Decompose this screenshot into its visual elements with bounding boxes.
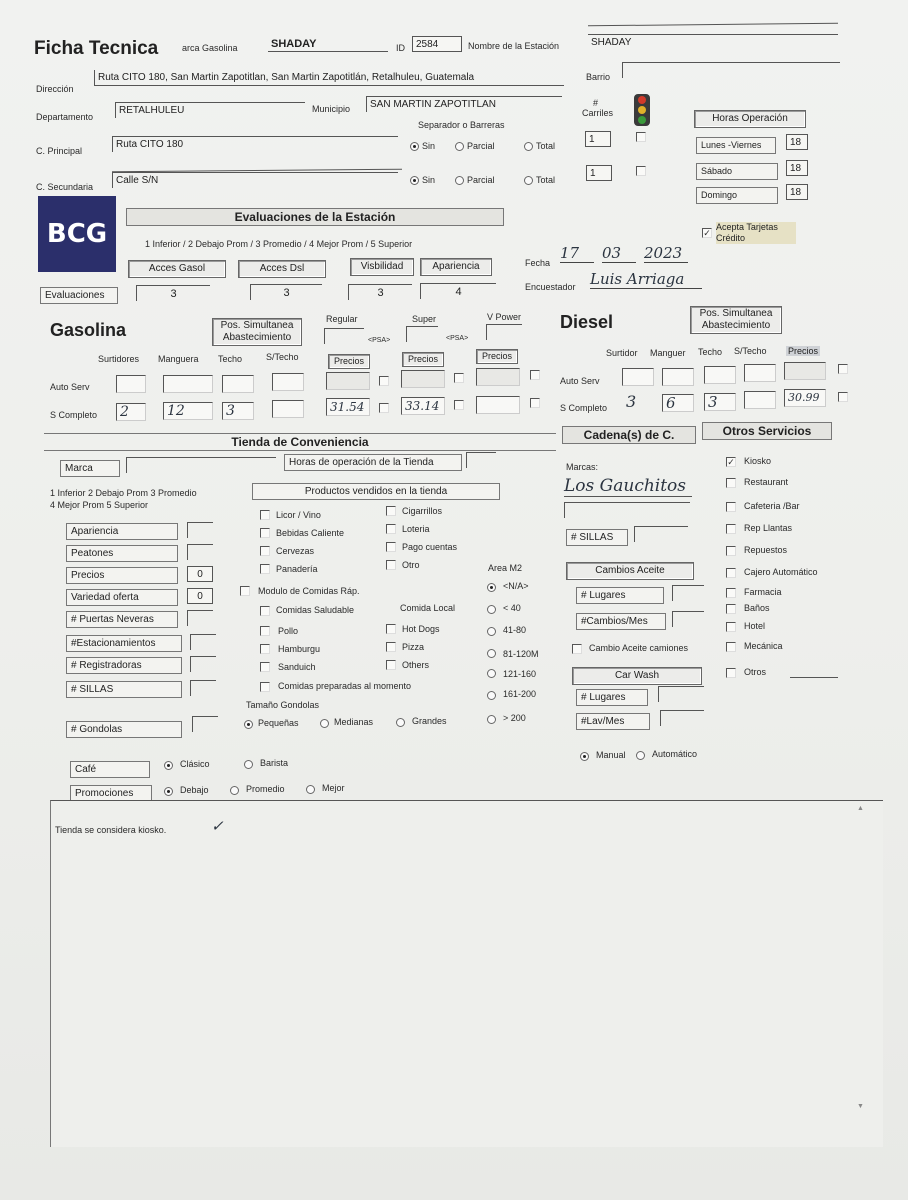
super-psa-field[interactable] (406, 326, 438, 342)
lugares2-field[interactable] (658, 686, 704, 702)
notes-text: Tienda se considera kiosko. (55, 825, 167, 835)
acces-dsl-button[interactable]: Acces Dsl (238, 260, 326, 278)
promo-debajo-radio[interactable] (164, 787, 173, 796)
total-label: Total (536, 175, 556, 185)
pizza-checkbox[interactable] (386, 642, 396, 652)
restaurant-checkbox[interactable] (726, 478, 736, 488)
rating-peatones-label: Peatones (66, 545, 178, 562)
rating-puertas-label: # Puertas Neveras (66, 611, 178, 628)
tienda-title: Tienda de Conveniencia (44, 433, 556, 451)
rating-precios-field[interactable]: 0 (187, 566, 213, 582)
cafeteria-label: Cafeteria /Bar (744, 501, 800, 511)
wash-manual-label: Manual (596, 750, 626, 760)
carriles-label: Carriles (582, 108, 614, 118)
farmacia-checkbox[interactable] (726, 588, 736, 598)
lunes-label: Lunes -Viernes (696, 137, 776, 154)
gas-sc-regular-price[interactable]: 31.54 (326, 398, 370, 416)
wash-automatico-radio[interactable] (636, 751, 645, 760)
cigarrillos-label: Cigarrillos (402, 506, 443, 516)
restaurant-label: Restaurant (744, 477, 789, 487)
farmacia-label: Farmacia (744, 587, 782, 597)
cigarrillos-checkbox[interactable] (386, 506, 396, 516)
col-manguera: Manguera (158, 354, 199, 364)
hotel-checkbox[interactable] (726, 622, 736, 632)
barrio-field[interactable] (622, 62, 840, 78)
station-name-label: Nombre de la Estación (468, 41, 560, 51)
evaluaciones-label: Evaluaciones (40, 287, 118, 304)
gondolas-grandes-radio[interactable] (396, 718, 405, 727)
marcas-label: Marcas: (566, 462, 599, 472)
hamburguesa-checkbox[interactable] (260, 644, 270, 654)
col-manguer: Manguer (650, 348, 686, 358)
rating-peatones-field[interactable] (187, 544, 213, 560)
otro-checkbox[interactable] (386, 560, 396, 570)
evaluaciones-scale: 1 Inferior / 2 Debajo Prom / 3 Promedio / 4 Mejor Prom / 5 Superior (145, 239, 413, 249)
parcial-label: Parcial (467, 141, 495, 151)
gas-as-regular-checkbox[interactable] (379, 376, 389, 386)
hotel-label: Hotel (744, 621, 766, 631)
notes-scrollbar[interactable] (857, 805, 867, 1135)
sillas-label: # SILLAS (566, 529, 628, 546)
domingo-label: Domingo (696, 187, 778, 204)
diesel-sc-techo[interactable]: 3 (704, 393, 736, 411)
municipio-label: Municipio (312, 104, 351, 114)
productos-label: Productos vendidos en la tienda (252, 483, 500, 500)
rating-puertas-field[interactable] (187, 610, 213, 626)
tarjetas-label: Acepta Tarjetas Crédito (716, 222, 796, 244)
fecha-month[interactable]: 03 (602, 244, 636, 263)
gas-sc-vpower-price[interactable] (476, 396, 520, 414)
comidas-preparadas-label: Comidas preparadas al momento (278, 681, 412, 691)
area-41-80-radio[interactable] (487, 627, 496, 636)
panaderia-label: Panadería (276, 564, 318, 574)
station-name-field[interactable]: SHADAY (588, 34, 838, 50)
gas-sc-regular-checkbox[interactable] (379, 403, 389, 413)
mecanica-checkbox[interactable] (726, 642, 736, 652)
tienda-horas-field[interactable] (466, 452, 496, 468)
gas-as-vpower-checkbox[interactable] (530, 370, 540, 380)
regular-precios-button[interactable]: Precios (328, 354, 370, 369)
visbilidad-field[interactable]: 3 (348, 284, 412, 300)
tarjetas-checkbox[interactable]: ✓ (703, 228, 711, 238)
loteria-label: Loteria (402, 524, 430, 534)
rating-gondolas-label: # Gondolas (66, 721, 182, 738)
hot-dogs-checkbox[interactable] (386, 624, 396, 634)
gas-sc-techo[interactable]: 3 (222, 402, 254, 420)
repuestos-label: Repuestos (744, 545, 788, 555)
otros-checkbox[interactable] (726, 668, 736, 678)
separador-2-parcial-radio[interactable] (455, 176, 464, 185)
c-secundaria-field[interactable]: Calle S/N (112, 172, 398, 188)
wash-automatico-label: Automático (652, 749, 698, 759)
sin-label: Sin (422, 175, 436, 185)
cafe-clasico-radio[interactable] (164, 761, 173, 770)
repuestos-checkbox[interactable] (726, 546, 736, 556)
col-s-techo: S/Techo (734, 346, 767, 356)
vpower-psa-field[interactable] (486, 324, 522, 340)
domingo-field[interactable]: 18 (786, 184, 808, 200)
loteria-checkbox[interactable] (386, 524, 396, 534)
gas-as-super-price[interactable] (401, 370, 445, 388)
marcas-field[interactable]: Los Gauchitos (564, 476, 692, 497)
gondolas-medianas-label: Medianas (334, 717, 374, 727)
departamento-label: Departamento (36, 112, 94, 122)
gas-sc-super-price[interactable]: 33.14 (401, 397, 445, 415)
hamburguesa-label: Hamburgu (278, 644, 321, 654)
promo-mejor-radio[interactable] (306, 785, 315, 794)
diesel-as-price[interactable] (784, 362, 826, 380)
direccion-label: Dirección (36, 84, 74, 94)
area-200-radio[interactable] (487, 715, 496, 724)
gas-pos-simultanea-button[interactable]: Pos. Simultanea Abastecimiento (212, 318, 302, 346)
sabado-field[interactable]: 18 (786, 160, 808, 176)
gas-s-completo-label: S Completo (50, 410, 98, 420)
area-161-200-radio[interactable] (487, 691, 496, 700)
cafe-clasico-label: Clásico (180, 759, 210, 769)
diesel-as-techo[interactable] (704, 366, 736, 384)
gas-as-vpower-price[interactable] (476, 368, 520, 386)
diesel-sc-s-techo[interactable] (744, 391, 776, 409)
otros-servicios-title: Otros Servicios (702, 422, 832, 440)
area-na-radio[interactable] (487, 583, 496, 592)
scroll-up-icon[interactable]: ▲ (857, 805, 864, 812)
promociones-label: Promociones (70, 785, 152, 802)
comida-local-label: Comida Local (400, 603, 456, 613)
id-label: ID (396, 43, 405, 53)
col-techo: Techo (218, 354, 243, 364)
gas-as-s-techo[interactable] (272, 373, 304, 391)
rating-sillas-label: # SILLAS (66, 681, 182, 698)
modulo-comidas-checkbox[interactable] (240, 586, 250, 596)
rating-apariencia-label: Apariencia (66, 523, 178, 540)
cambios-mes-label: #Cambios/Mes (576, 613, 666, 630)
bebidas-checkbox[interactable] (260, 528, 270, 538)
separador-1-total-radio[interactable] (524, 142, 533, 151)
comidas-saludable-label: Comidas Saludable (276, 605, 355, 615)
col-surtidor: Surtidor (606, 348, 638, 358)
banos-label: Baños (744, 603, 770, 613)
carriles-hash: # (593, 98, 599, 108)
licor-label: Licor / Vino (276, 510, 321, 520)
others-checkbox[interactable] (386, 660, 396, 670)
rep-llantas-label: Rep Llantas (744, 523, 793, 533)
area-81-120-label: 81-120M (503, 649, 539, 659)
promo-promedio-label: Promedio (246, 784, 285, 794)
rating-precios-label: Precios (66, 567, 178, 584)
cafeteria-checkbox[interactable] (726, 502, 736, 512)
diesel-as-manguer[interactable] (662, 368, 694, 386)
separador-1-parcial-radio[interactable] (455, 142, 464, 151)
mecanica-label: Mecánica (744, 641, 783, 651)
horas-operacion-button[interactable]: Horas Operación (694, 110, 806, 128)
direccion-field[interactable]: Ruta CITO 180, San Martin Zapotitlan, San Martin Zapotitlán, Retalhuleu, Guatemala (94, 70, 564, 86)
panaderia-checkbox[interactable] (260, 564, 270, 574)
bebidas-label: Bebidas Caliente (276, 528, 345, 538)
rating-apariencia-field[interactable] (187, 522, 213, 538)
gondolas-medianas-radio[interactable] (320, 719, 329, 728)
pago-cuentas-checkbox[interactable] (386, 542, 396, 552)
gas-as-surtidores[interactable] (116, 375, 146, 393)
gondolas-pequenas-radio[interactable] (244, 720, 253, 729)
kiosko-checkbox[interactable]: ✓ (727, 457, 735, 467)
area-121-160-label: 121-160 (503, 669, 537, 679)
gas-sc-manguera[interactable]: 12 (163, 402, 213, 420)
marca-label: arca Gasolina (182, 43, 238, 53)
area-40-label: < 40 (503, 603, 521, 613)
id-field[interactable]: 2584 (412, 36, 462, 52)
parcial-label: Parcial (467, 175, 495, 185)
licor-checkbox[interactable] (260, 510, 270, 520)
diesel-auto-serv-label: Auto Serv (560, 376, 600, 386)
traffic-light-icon (634, 94, 650, 126)
vpower-label: V Power (487, 312, 522, 322)
psa-label: <PSA> (368, 337, 391, 344)
area-121-160-radio[interactable] (487, 669, 496, 678)
departamento-field[interactable]: RETALHULEU (115, 102, 305, 118)
cervezas-label: Cervezas (276, 546, 315, 556)
tienda-marca-field[interactable] (126, 457, 276, 473)
evaluaciones-title: Evaluaciones de la Estación (126, 208, 504, 226)
carriles-1-field[interactable]: 1 (585, 131, 611, 147)
sabado-label: Sábado (696, 163, 778, 180)
diesel-as-checkbox[interactable] (838, 364, 848, 374)
super-precios-button[interactable]: Precios (402, 352, 444, 367)
hot-dogs-label: Hot Dogs (402, 624, 440, 634)
cafe-barista-label: Barista (260, 758, 289, 768)
encuestador-field[interactable]: Luis Arriaga (590, 270, 702, 289)
comidas-saludable-checkbox[interactable] (260, 606, 270, 616)
lugares2-label: # Lugares (576, 689, 648, 706)
regular-label: Regular (326, 314, 358, 324)
diesel-as-surtidor[interactable] (622, 368, 654, 386)
pago-cuentas-label: Pago cuentas (402, 542, 458, 552)
municipio-field[interactable]: SAN MARTIN ZAPOTITLAN (366, 96, 562, 112)
cambios-aceite-button[interactable]: Cambios Aceite (566, 562, 694, 580)
rating-registradoras-label: # Registradoras (66, 657, 182, 674)
acces-gasol-field[interactable]: 3 (136, 285, 210, 301)
rating-variedad-field[interactable]: 0 (187, 588, 213, 604)
pollo-checkbox[interactable] (260, 626, 270, 636)
fecha-day[interactable]: 17 (560, 244, 594, 263)
marcas-field-2[interactable] (564, 502, 690, 518)
cambio-camiones-checkbox[interactable] (572, 644, 582, 654)
lav-mes-label: #Lav/Mes (576, 713, 650, 730)
vpower-precios-button[interactable]: Precios (476, 349, 518, 364)
rep-llantas-checkbox[interactable] (726, 524, 736, 534)
apariencia-field[interactable]: 4 (420, 283, 496, 299)
tienda-horas-label: Horas de operación de la Tienda (284, 454, 462, 471)
diesel-s-completo-label: S Completo (560, 403, 608, 413)
separador-2-total-radio[interactable] (524, 176, 533, 185)
c-principal-label: C. Principal (36, 146, 83, 156)
tienda-marca-label: Marca (60, 460, 120, 477)
banos-checkbox[interactable] (726, 604, 736, 614)
gas-as-techo[interactable] (222, 375, 254, 393)
wash-manual-radio[interactable] (580, 752, 589, 761)
notes-textarea[interactable] (50, 800, 883, 1147)
gas-as-manguera[interactable] (163, 375, 213, 393)
apariencia-button[interactable]: Apariencia (420, 258, 492, 276)
separador-1-sin-radio[interactable] (410, 142, 419, 151)
diesel-sc-price[interactable]: 30.99 (784, 389, 826, 407)
cambio-camiones-label: Cambio Aceite camiones (589, 643, 689, 653)
fecha-label: Fecha (525, 258, 551, 268)
car-wash-button[interactable]: Car Wash (572, 667, 702, 685)
diesel-as-s-techo[interactable] (744, 364, 776, 382)
gas-as-regular-price[interactable] (326, 372, 370, 390)
promo-mejor-label: Mejor (322, 783, 345, 793)
sanduich-checkbox[interactable] (260, 662, 270, 672)
diesel-pos-simultanea-button[interactable]: Pos. Simultanea Abastecimiento (690, 306, 782, 334)
marca-field[interactable]: SHADAY (268, 36, 388, 52)
rating-sillas-field[interactable] (190, 680, 216, 696)
separador-label: Separador o Barreras (418, 120, 505, 130)
total-label: Total (536, 141, 556, 151)
lugares-label: # Lugares (576, 587, 664, 604)
regular-psa-field[interactable] (324, 328, 364, 344)
visbilidad-button[interactable]: Visbilidad (350, 258, 414, 276)
col-s-techo: S/Techo (266, 352, 299, 362)
pizza-label: Pizza (402, 642, 425, 652)
cafe-label: Café (70, 761, 150, 778)
kiosko-label: Kiosko (744, 456, 772, 466)
modulo-comidas-label: Modulo de Comidas Ráp. (258, 586, 360, 596)
lugares-field[interactable] (672, 585, 704, 601)
tienda-scale-1: 1 Inferior 2 Debajo Prom 3 Promedio (50, 488, 197, 498)
gondolas-label: Tamaño Gondolas (246, 700, 320, 710)
encuestador-label: Encuestador (525, 282, 576, 292)
gondolas-pequenas-label: Pequeñas (258, 718, 299, 728)
barrio-label: Barrio (586, 72, 611, 82)
otros-field-line (790, 677, 838, 678)
tienda-scale-2: 4 Mejor Prom 5 Superior (50, 500, 149, 510)
area-161-200-label: 161-200 (503, 689, 537, 699)
gas-sc-super-checkbox[interactable] (454, 400, 464, 410)
cadena-title: Cadena(s) de C. (562, 426, 696, 444)
rating-estacionamientos-field[interactable] (190, 634, 216, 650)
area-m2-label: Area M2 (488, 563, 523, 573)
rating-variedad-label: Variedad oferta (66, 589, 178, 606)
checkmark-icon: ✓ (211, 817, 224, 835)
promo-debajo-label: Debajo (180, 785, 209, 795)
scroll-down-icon[interactable]: ▼ (857, 1103, 864, 1110)
acces-gasol-button[interactable]: Acces Gasol (128, 260, 226, 278)
rating-registradoras-field[interactable] (190, 656, 216, 672)
others-label: Others (402, 660, 430, 670)
area-81-120-radio[interactable] (487, 649, 496, 658)
area-40-radio[interactable] (487, 605, 496, 614)
gas-sc-vpower-checkbox[interactable] (530, 398, 540, 408)
col-surtidores: Surtidores (98, 354, 140, 364)
pollo-label: Pollo (278, 626, 299, 636)
cajero-checkbox[interactable] (726, 568, 736, 578)
diesel-precios-label: Precios (788, 346, 819, 356)
gas-sc-s-techo[interactable] (272, 400, 304, 418)
otros-label: Otros (744, 667, 767, 677)
rating-estacionamientos-label: #Estacionamientos (66, 635, 182, 652)
gondolas-grandes-label: Grandes (412, 716, 447, 726)
rating-gondolas-field[interactable] (192, 716, 218, 732)
carriles-1-checkbox[interactable] (636, 132, 646, 142)
cervezas-checkbox[interactable] (260, 546, 270, 556)
c-secundaria-label: C. Secundaria (36, 182, 94, 192)
lunes-field[interactable]: 18 (786, 134, 808, 150)
diesel-sc-manguer[interactable]: 6 (662, 394, 694, 412)
lav-mes-field[interactable] (660, 710, 704, 726)
separador-2-sin-radio[interactable] (410, 176, 419, 185)
otro-label: Otro (402, 560, 420, 570)
acces-dsl-field[interactable]: 3 (250, 284, 322, 300)
area-41-80-label: 41-80 (503, 625, 527, 635)
gas-auto-serv-label: Auto Serv (50, 382, 90, 392)
cambios-mes-field[interactable] (672, 611, 704, 627)
col-techo: Techo (698, 347, 723, 357)
comidas-preparadas-checkbox[interactable] (260, 682, 270, 692)
diesel-sc-checkbox[interactable] (838, 392, 848, 402)
bcg-logo: BCG (38, 196, 116, 272)
carriles-2-checkbox[interactable] (636, 166, 646, 176)
gasolina-title: Gasolina (50, 320, 127, 340)
form-title: Ficha Tecnica (34, 38, 159, 59)
divider (588, 23, 838, 27)
area-na-label: <N/A> (503, 581, 529, 591)
c-principal-field[interactable]: Ruta CITO 180 (112, 136, 398, 152)
super-label: Super (412, 314, 437, 324)
cajero-label: Cajero Automático (744, 567, 818, 577)
psa-label: <PSA> (446, 335, 469, 342)
promo-promedio-radio[interactable] (230, 786, 239, 795)
gas-as-super-checkbox[interactable] (454, 373, 464, 383)
area-200-label: > 200 (503, 713, 526, 723)
diesel-title: Diesel (560, 312, 614, 332)
sillas-field[interactable] (634, 526, 688, 542)
diesel-sc-surtidor[interactable]: 3 (626, 392, 637, 411)
cafe-barista-radio[interactable] (244, 760, 253, 769)
sin-label: Sin (422, 141, 436, 151)
gas-sc-surtidores[interactable]: 2 (116, 403, 146, 421)
fecha-year[interactable]: 2023 (644, 244, 688, 263)
sanduich-label: Sanduich (278, 662, 316, 672)
carriles-2-field[interactable]: 1 (586, 165, 612, 181)
